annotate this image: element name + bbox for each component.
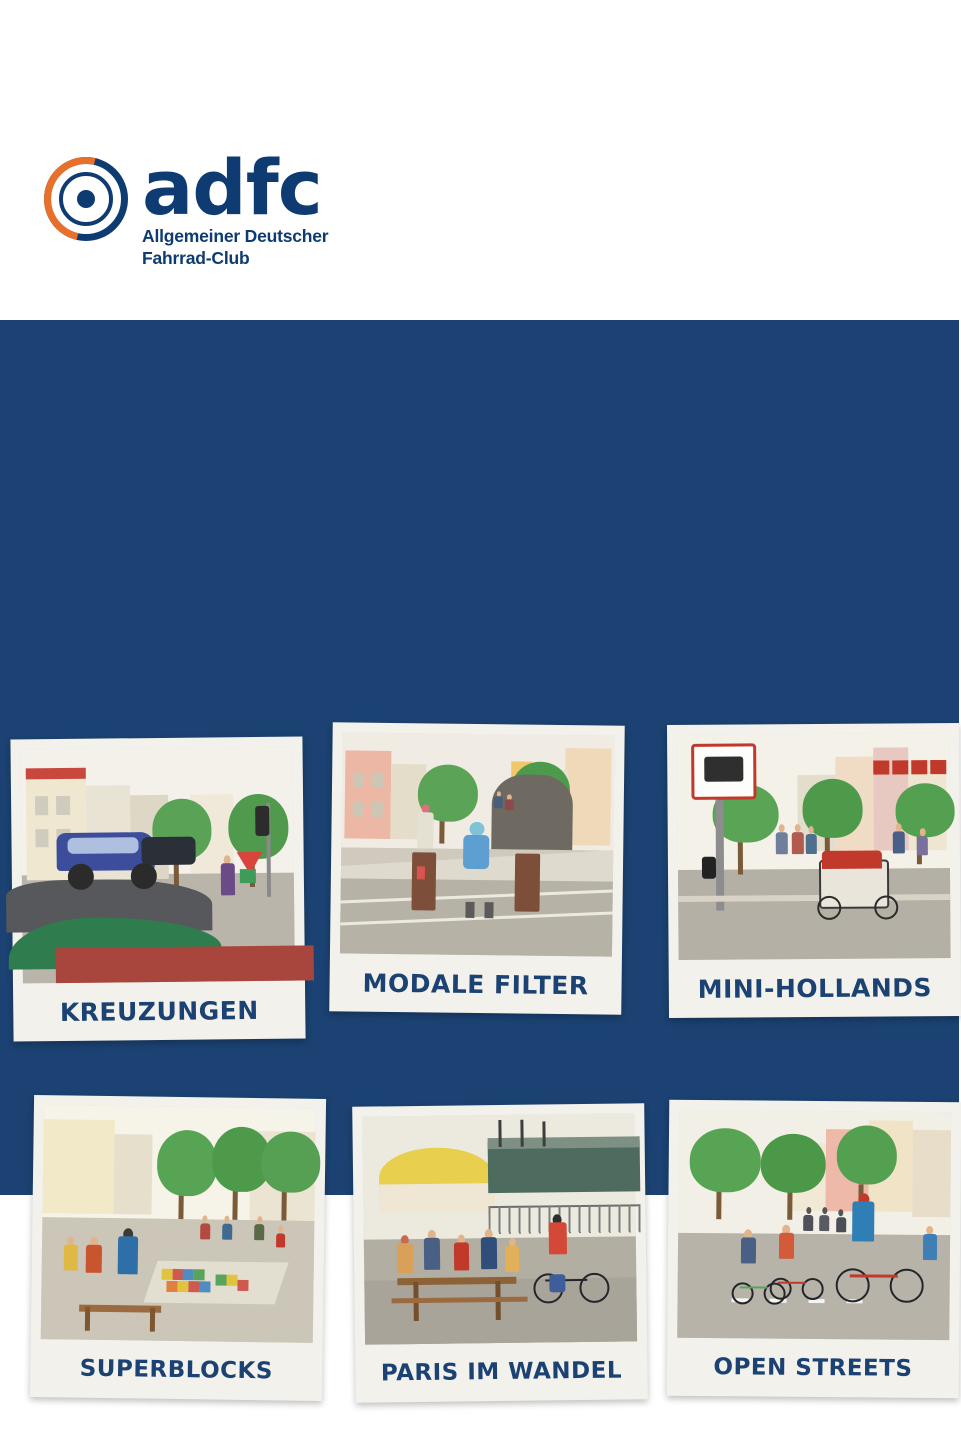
logo-text-block	[142, 143, 329, 269]
modal-filter-illustration	[340, 732, 615, 956]
logo-wordmark: adfc	[142, 143, 322, 232]
superblock-illustration	[41, 1105, 316, 1343]
illustration-panel	[0, 320, 959, 1387]
card-caption: PARIS IM WANDEL	[380, 1357, 623, 1387]
card-mini-hollands[interactable]	[667, 723, 961, 1018]
card-caption: MINI-HOLLANDS	[697, 972, 933, 1004]
card-caption: OPEN STREETS	[713, 1354, 913, 1382]
mini-holland-illustration	[677, 733, 951, 960]
card-caption: KREUZUNGEN	[59, 995, 259, 1027]
document-header	[0, 0, 959, 320]
logo-subtitle-line-2: Fahrrad-Club	[142, 247, 250, 268]
intersection-illustration	[21, 747, 295, 984]
open-streets-illustration	[677, 1110, 951, 1340]
no-motor-vehicles-sign-icon	[691, 743, 757, 799]
card-superblocks[interactable]	[30, 1095, 326, 1401]
card-modale-filter[interactable]	[329, 722, 625, 1015]
adfc-logo	[44, 143, 329, 269]
card-open-streets[interactable]	[667, 1100, 961, 1399]
card-caption: MODALE FILTER	[362, 968, 589, 1000]
card-caption: SUPERBLOCKS	[79, 1355, 274, 1385]
logo-subtitle-line-1: Allgemeiner Deutscher	[142, 226, 329, 247]
paris-riverside-illustration	[362, 1113, 637, 1344]
card-kreuzungen[interactable]	[10, 736, 305, 1041]
adfc-wheel-logo-icon	[44, 157, 128, 241]
logo-subtitle	[142, 226, 328, 269]
card-paris-im-wandel[interactable]	[352, 1103, 648, 1403]
card-grid	[0, 320, 959, 1387]
